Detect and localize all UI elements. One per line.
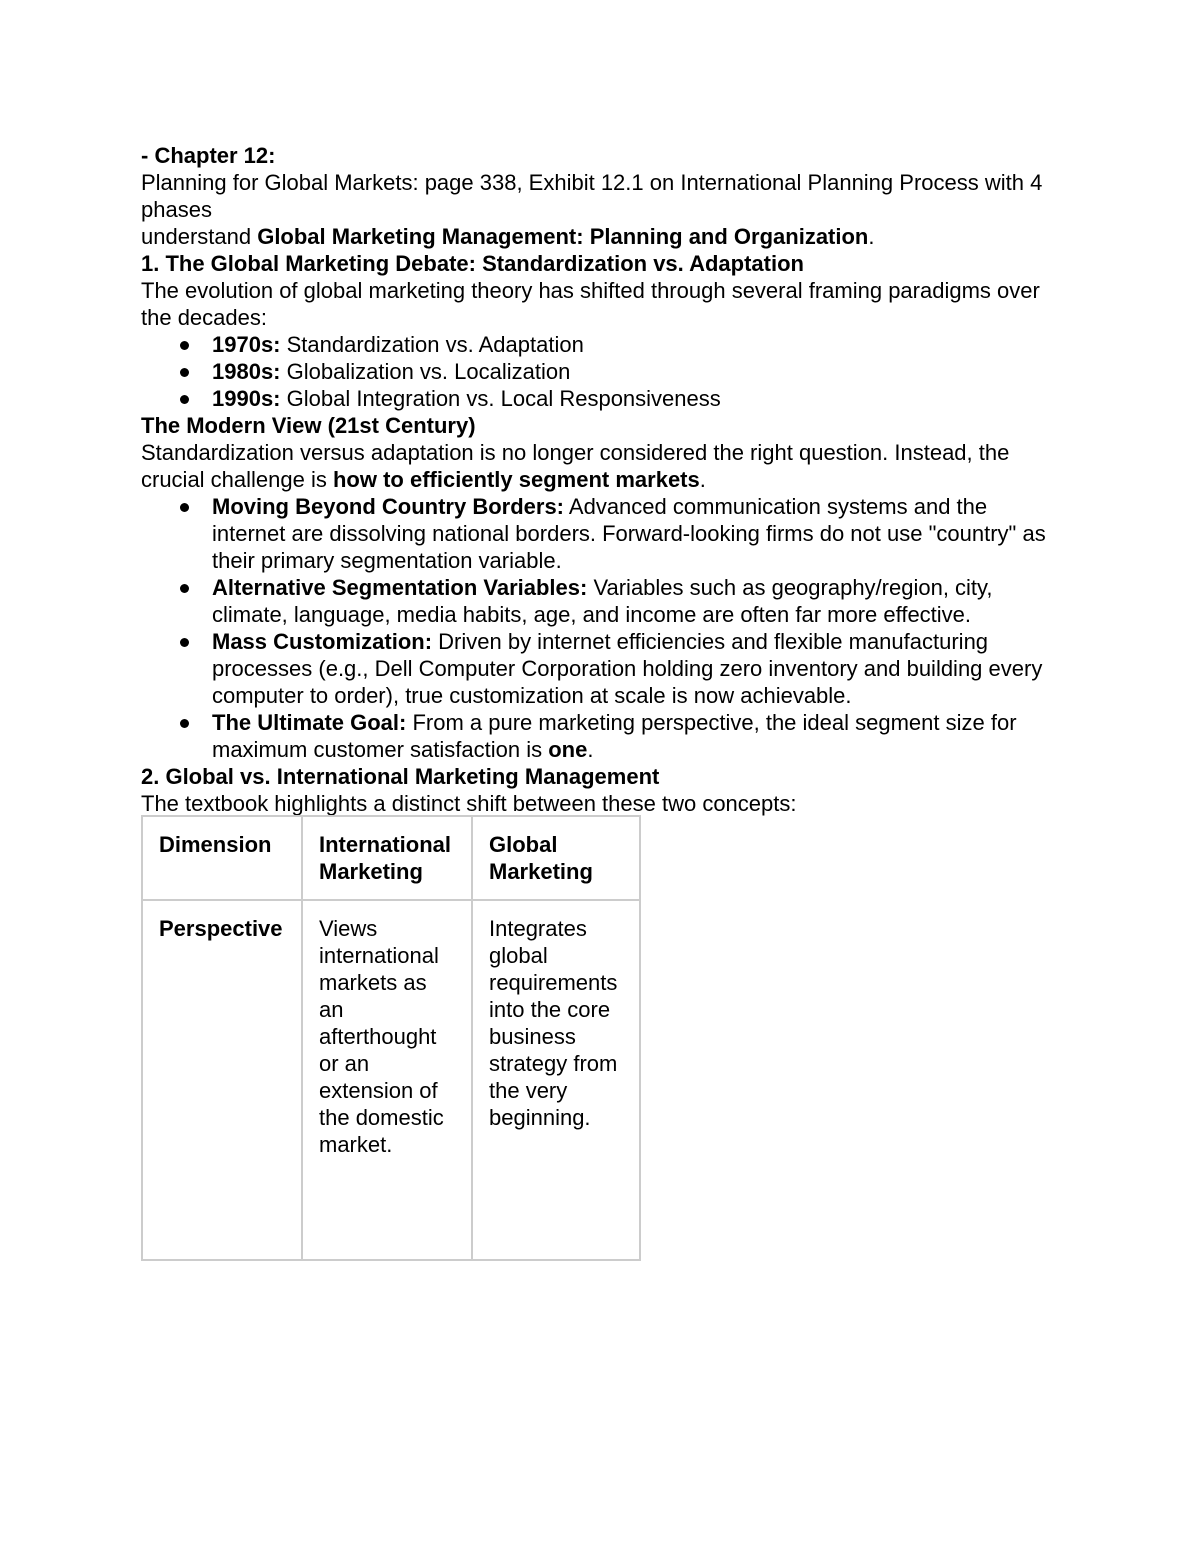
table-header-cell: International Marketing — [302, 816, 472, 900]
list-item: Moving Beyond Country Borders: Advanced communication systems and the internet are dissolving national borders. Forward-looking firms do not use "country" as their primary segmentation variable. — [141, 493, 1061, 574]
list-item: 1970s: Standardization vs. Adaptation — [141, 331, 1061, 358]
document-body — [141, 142, 1061, 817]
table-header-cell: Dimension — [142, 816, 302, 900]
table-row — [142, 900, 640, 1260]
table-cell: Views international markets as an afterthought or an extension of the domestic market. — [302, 900, 472, 1260]
list-item: 1990s: Global Integration vs. Local Responsiveness — [141, 385, 1061, 412]
section-2-heading: 2. Global vs. International Marketing Management — [141, 764, 660, 789]
chapter-heading: - Chapter 12: — [141, 143, 276, 168]
section-1-intro: The evolution of global marketing theory has shifted through several framing paradigms over the decades: — [141, 278, 1040, 330]
understand-line: understand Global Marketing Management: Planning and Organization. — [141, 224, 875, 249]
modern-view-list — [141, 493, 1061, 763]
table-header-row — [142, 816, 640, 900]
table-cell: Integrates global requirements into the core business strategy from the very beginning. — [472, 900, 640, 1260]
comparison-table — [141, 815, 641, 1261]
list-item: Mass Customization: Driven by internet efficiencies and flexible manufacturing processes (e.g., Dell Computer Corporation holding zero inventory and building every computer to order), true customization at scale is now achievable. — [141, 628, 1061, 709]
list-item: Alternative Segmentation Variables: Variables such as geography/region, city, climate, language, media habits, age, and income are often far more effective. — [141, 574, 1061, 628]
section-2-intro: The textbook highlights a distinct shift between these two concepts: — [141, 791, 797, 816]
table-cell: Perspective — [142, 900, 302, 1260]
section-1-heading: 1. The Global Marketing Debate: Standardization vs. Adaptation — [141, 251, 804, 276]
intro-line: Planning for Global Markets: page 338, Exhibit 12.1 on International Planning Process with 4 phases — [141, 170, 1043, 222]
table-header-cell: Global Marketing — [472, 816, 640, 900]
list-item: The Ultimate Goal: From a pure marketing perspective, the ideal segment size for maximum customer satisfaction is one. — [141, 709, 1061, 763]
modern-view-intro: Standardization versus adaptation is no longer considered the right question. Instead, the crucial challenge is how to efficiently segment markets. — [141, 440, 1010, 492]
modern-view-heading: The Modern View (21st Century) — [141, 413, 476, 438]
decades-list — [141, 331, 1061, 412]
list-item: 1980s: Globalization vs. Localization — [141, 358, 1061, 385]
